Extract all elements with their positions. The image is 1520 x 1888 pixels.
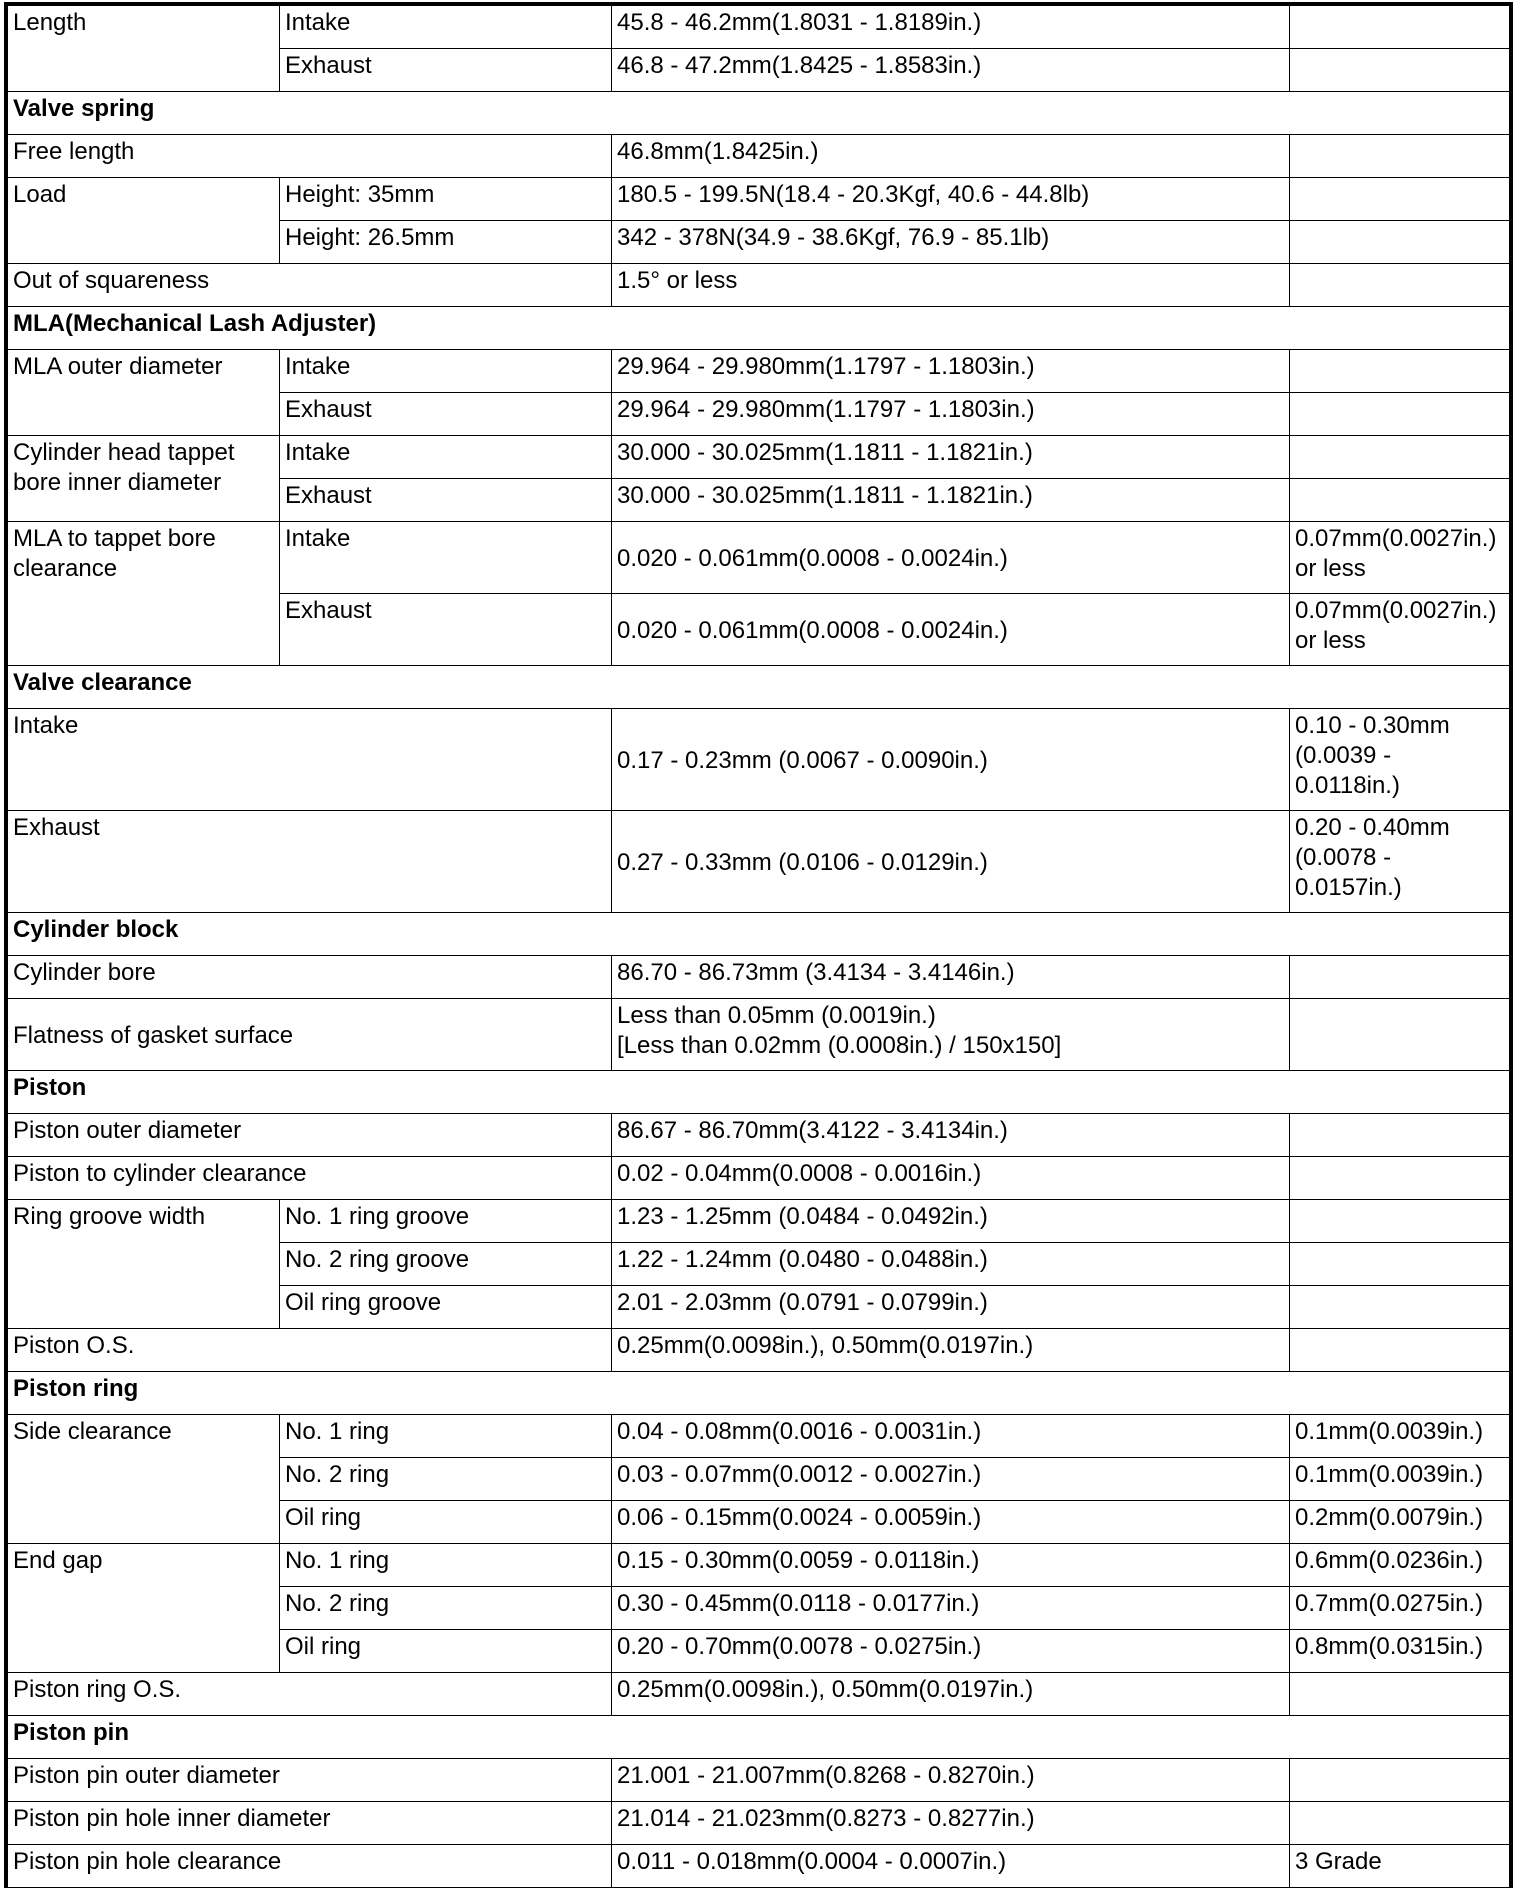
spec-cell: 0.020 - 0.061mm(0.0008 - 0.0024in.): [612, 594, 1290, 666]
section-row: [8, 1716, 1510, 1759]
spec-cell: 21.014 - 21.023mm(0.8273 - 0.8277in.): [612, 1802, 1290, 1845]
limit-cell: [1290, 221, 1510, 264]
spec-cell: 0.15 - 0.30mm(0.0059 - 0.0118in.): [612, 1544, 1290, 1587]
limit-cell: [1290, 1673, 1510, 1716]
table-row: [8, 1415, 1510, 1458]
spec-cell: 0.03 - 0.07mm(0.0012 - 0.0027in.): [612, 1458, 1290, 1501]
limit-cell: [1290, 1200, 1510, 1243]
item-cell: Piston O.S.: [8, 1329, 612, 1372]
spec-cell: 1.5° or less: [612, 264, 1290, 307]
spec-cell: 180.5 - 199.5N(18.4 - 20.3Kgf, 40.6 - 44.8lb): [612, 178, 1290, 221]
spec-cell: 342 - 378N(34.9 - 38.6Kgf, 76.9 - 85.1lb): [612, 221, 1290, 264]
table-row: [8, 6, 1510, 49]
spec-cell: 86.70 - 86.73mm (3.4134 - 3.4146in.): [612, 956, 1290, 999]
sub-item-cell: No. 2 ring: [280, 1587, 612, 1630]
table-row: [8, 709, 1510, 811]
spec-cell: 0.30 - 0.45mm(0.0118 - 0.0177in.): [612, 1587, 1290, 1630]
table-row: [8, 956, 1510, 999]
section-row: [8, 913, 1510, 956]
spec-table: [7, 5, 1510, 1888]
sub-item-cell: Exhaust: [280, 479, 612, 522]
section-heading: Piston pin: [8, 1716, 1510, 1759]
item-cell: End gap: [8, 1544, 280, 1673]
spec-cell: 0.02 - 0.04mm(0.0008 - 0.0016in.): [612, 1157, 1290, 1200]
limit-cell: [1290, 1114, 1510, 1157]
table-row: [8, 1544, 1510, 1587]
limit-cell: [1290, 1286, 1510, 1329]
sub-item-cell: Intake: [280, 436, 612, 479]
sub-item-cell: No. 1 ring: [280, 1415, 612, 1458]
sub-item-cell: No. 2 ring groove: [280, 1243, 612, 1286]
sub-item-cell: Exhaust: [280, 393, 612, 436]
table-row: [8, 1200, 1510, 1243]
limit-cell: 0.8mm(0.0315in.): [1290, 1630, 1510, 1673]
table-row: [8, 436, 1510, 479]
spec-cell: 0.06 - 0.15mm(0.0024 - 0.0059in.): [612, 1501, 1290, 1544]
limit-cell: [1290, 350, 1510, 393]
section-heading: Piston ring: [8, 1372, 1510, 1415]
item-cell: Exhaust: [8, 811, 612, 913]
spec-cell: 0.17 - 0.23mm (0.0067 - 0.0090in.): [612, 709, 1290, 811]
limit-cell: [1290, 264, 1510, 307]
spec-cell: 21.001 - 21.007mm(0.8268 - 0.8270in.): [612, 1759, 1290, 1802]
limit-cell: [1290, 436, 1510, 479]
limit-cell: [1290, 999, 1510, 1071]
item-cell: Side clearance: [8, 1415, 280, 1544]
spec-cell: 0.20 - 0.70mm(0.0078 - 0.0275in.): [612, 1630, 1290, 1673]
limit-cell: [1290, 1243, 1510, 1286]
item-cell: Piston outer diameter: [8, 1114, 612, 1157]
sub-item-cell: Exhaust: [280, 594, 612, 666]
limit-cell: 0.6mm(0.0236in.): [1290, 1544, 1510, 1587]
limit-cell: [1290, 135, 1510, 178]
item-cell: MLA to tappet bore clearance: [8, 522, 280, 666]
spec-cell: 29.964 - 29.980mm(1.1797 - 1.1803in.): [612, 350, 1290, 393]
item-cell: Load: [8, 178, 280, 264]
spec-cell: 0.04 - 0.08mm(0.0016 - 0.0031in.): [612, 1415, 1290, 1458]
sub-item-cell: Exhaust: [280, 49, 612, 92]
table-row: [8, 1802, 1510, 1845]
sub-item-cell: No. 1 ring groove: [280, 1200, 612, 1243]
table-row: [8, 1329, 1510, 1372]
limit-cell: [1290, 1759, 1510, 1802]
limit-cell: [1290, 1802, 1510, 1845]
item-cell: Piston pin hole inner diameter: [8, 1802, 612, 1845]
limit-cell: [1290, 1329, 1510, 1372]
table-row: [8, 1157, 1510, 1200]
spec-cell: 0.011 - 0.018mm(0.0004 - 0.0007in.): [612, 1845, 1290, 1888]
table-row: [8, 264, 1510, 307]
spec-cell: 45.8 - 46.2mm(1.8031 - 1.8189in.): [612, 6, 1290, 49]
limit-cell: 0.10 - 0.30mm (0.0039 - 0.0118in.): [1290, 709, 1510, 811]
spec-cell: Less than 0.05mm (0.0019in.) [Less than 0.02mm (0.0008in.) / 150x150]: [612, 999, 1290, 1071]
item-cell: Intake: [8, 709, 612, 811]
section-row: [8, 666, 1510, 709]
item-cell: Length: [8, 6, 280, 92]
spec-cell: 86.67 - 86.70mm(3.4122 - 3.4134in.): [612, 1114, 1290, 1157]
sub-item-cell: Intake: [280, 350, 612, 393]
limit-cell: [1290, 178, 1510, 221]
spec-cell: 30.000 - 30.025mm(1.1811 - 1.1821in.): [612, 479, 1290, 522]
item-cell: Piston ring O.S.: [8, 1673, 612, 1716]
limit-cell: [1290, 49, 1510, 92]
table-row: [8, 1114, 1510, 1157]
limit-cell: 0.2mm(0.0079in.): [1290, 1501, 1510, 1544]
sub-item-cell: Oil ring groove: [280, 1286, 612, 1329]
section-row: [8, 92, 1510, 135]
spec-cell: 46.8 - 47.2mm(1.8425 - 1.8583in.): [612, 49, 1290, 92]
item-cell: Piston pin hole clearance: [8, 1845, 612, 1888]
spec-cell: 2.01 - 2.03mm (0.0791 - 0.0799in.): [612, 1286, 1290, 1329]
section-heading: Piston: [8, 1071, 1510, 1114]
spec-cell: 46.8mm(1.8425in.): [612, 135, 1290, 178]
limit-cell: 0.1mm(0.0039in.): [1290, 1458, 1510, 1501]
sub-item-cell: Height: 35mm: [280, 178, 612, 221]
table-row: [8, 1759, 1510, 1802]
section-row: [8, 1372, 1510, 1415]
sub-item-cell: Oil ring: [280, 1630, 612, 1673]
item-cell: Out of squareness: [8, 264, 612, 307]
table-row: [8, 178, 1510, 221]
limit-cell: 0.1mm(0.0039in.): [1290, 1415, 1510, 1458]
limit-cell: 0.20 - 0.40mm (0.0078 - 0.0157in.): [1290, 811, 1510, 913]
sub-item-cell: Intake: [280, 522, 612, 594]
spec-cell: 0.25mm(0.0098in.), 0.50mm(0.0197in.): [612, 1329, 1290, 1372]
spec-cell: 29.964 - 29.980mm(1.1797 - 1.1803in.): [612, 393, 1290, 436]
limit-cell: [1290, 956, 1510, 999]
item-cell: Piston to cylinder clearance: [8, 1157, 612, 1200]
limit-cell: 3 Grade: [1290, 1845, 1510, 1888]
item-cell: MLA outer diameter: [8, 350, 280, 436]
table-row: [8, 1673, 1510, 1716]
spec-cell: 1.23 - 1.25mm (0.0484 - 0.0492in.): [612, 1200, 1290, 1243]
table-row: [8, 811, 1510, 913]
limit-cell: 0.07mm(0.0027in.) or less: [1290, 594, 1510, 666]
sub-item-cell: Oil ring: [280, 1501, 612, 1544]
spec-cell: 0.25mm(0.0098in.), 0.50mm(0.0197in.): [612, 1673, 1290, 1716]
section-heading: MLA(Mechanical Lash Adjuster): [8, 307, 1510, 350]
sub-item-cell: No. 2 ring: [280, 1458, 612, 1501]
spec-cell: 0.020 - 0.061mm(0.0008 - 0.0024in.): [612, 522, 1290, 594]
table-row: [8, 522, 1510, 594]
spec-cell: 0.27 - 0.33mm (0.0106 - 0.0129in.): [612, 811, 1290, 913]
limit-cell: [1290, 6, 1510, 49]
section-heading: Valve spring: [8, 92, 1510, 135]
section-row: [8, 1071, 1510, 1114]
sub-item-cell: No. 1 ring: [280, 1544, 612, 1587]
limit-cell: 0.7mm(0.0275in.): [1290, 1587, 1510, 1630]
table-row: [8, 1845, 1510, 1888]
table-row: [8, 350, 1510, 393]
section-heading: Cylinder block: [8, 913, 1510, 956]
table-row: [8, 135, 1510, 178]
sub-item-cell: Height: 26.5mm: [280, 221, 612, 264]
item-cell: Cylinder head tappet bore inner diameter: [8, 436, 280, 522]
limit-cell: 0.07mm(0.0027in.) or less: [1290, 522, 1510, 594]
sub-item-cell: Intake: [280, 6, 612, 49]
limit-cell: [1290, 479, 1510, 522]
item-cell: Free length: [8, 135, 612, 178]
item-cell: Piston pin outer diameter: [8, 1759, 612, 1802]
item-cell: Flatness of gasket surface: [8, 999, 612, 1071]
item-cell: Cylinder bore: [8, 956, 612, 999]
spec-cell: 30.000 - 30.025mm(1.1811 - 1.1821in.): [612, 436, 1290, 479]
limit-cell: [1290, 393, 1510, 436]
limit-cell: [1290, 1157, 1510, 1200]
spec-cell: 1.22 - 1.24mm (0.0480 - 0.0488in.): [612, 1243, 1290, 1286]
item-cell: Ring groove width: [8, 1200, 280, 1329]
table-row: [8, 999, 1510, 1071]
section-row: [8, 307, 1510, 350]
section-heading: Valve clearance: [8, 666, 1510, 709]
